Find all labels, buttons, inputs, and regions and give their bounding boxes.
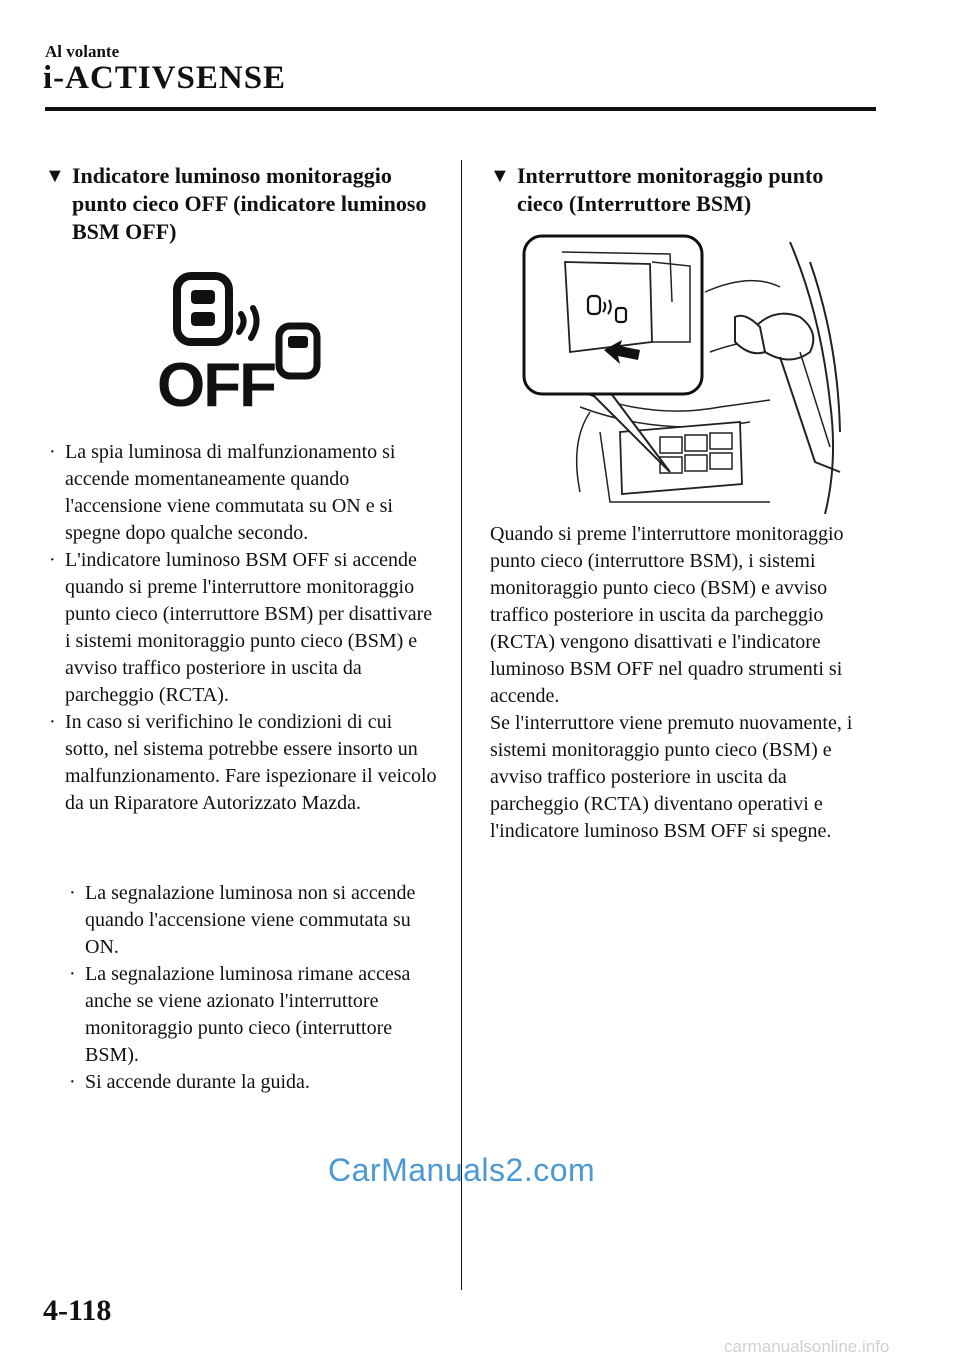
sub-list-item-text: La segnalazione luminosa non si accende quando l'accensione viene commutata su ON.	[85, 882, 416, 958]
sub-list-item-text: Si accende durante la guida.	[85, 1071, 310, 1093]
list-item-text: L'indicatore luminoso BSM OFF si accende quando si preme l'interruttore monitoraggio punto cieco (interruttore BSM) per disattivare i sistemi monitoraggio punto cieco (BSM) e avviso traffico posteriore in uscita da parcheggio (RCTA).	[65, 549, 433, 706]
right-section-heading	[490, 162, 870, 218]
bullet-dot-icon: ·	[69, 1071, 76, 1093]
bsm-switch-illustration	[520, 232, 842, 514]
list-item	[45, 439, 440, 547]
section-kicker: Al volante	[45, 42, 120, 61]
sub-list-item-text: La segnalazione luminosa rimane accesa anche se viene azionato l'interruttore monitoraggio punto cieco (interruttore BSM).	[85, 963, 411, 1066]
bullet-dot-icon: ·	[49, 549, 56, 571]
header-rule	[45, 107, 876, 111]
dashboard-switch-drawing	[520, 232, 842, 514]
right-heading-text: Interruttore monitoraggio punto cieco (Interruttore BSM)	[517, 163, 824, 216]
section-title: i-ACTIVSENSE	[43, 60, 287, 96]
sub-list-item	[65, 961, 440, 1069]
page-number: 4-118	[43, 1294, 112, 1327]
sub-list-item	[65, 880, 440, 961]
bullet-dot-icon: ·	[49, 711, 56, 733]
list-item-text: In caso si verifichino le condizioni di cui sotto, nel sistema potrebbe essere insorto un malfunzionamento. Fare ispezionare il veicolo da un Riparatore Autorizzato Mazda.	[65, 711, 437, 814]
bullet-dot-icon: ·	[49, 441, 56, 463]
triangle-marker-icon: ▼	[45, 165, 65, 187]
column-divider	[461, 160, 462, 1290]
left-bullet-list	[45, 439, 440, 817]
triangle-marker-icon: ▼	[490, 165, 510, 187]
bullet-dot-icon: ·	[69, 882, 76, 904]
bsm-off-icon-text: OFF	[157, 351, 275, 410]
watermark-text: CarManuals2.com	[328, 1152, 596, 1188]
left-section-heading	[45, 162, 445, 246]
right-paragraph-1: Quando si preme l'interruttore monitoraggio punto cieco (interruttore BSM), i sistemi monitoraggio punto cieco (BSM) e avviso traffico posteriore in uscita da parcheggio (RCTA) vengono disattivati e l'indicatore luminoso BSM OFF nel quadro strumenti si accende.	[490, 523, 844, 707]
bsm-off-symbol	[155, 270, 330, 410]
bullet-dot-icon: ·	[69, 963, 76, 985]
list-item-text: La spia luminosa di malfunzionamento si accende momentaneamente quando l'accensione viene commutata su ON e si spegne dopo qualche secondo.	[65, 441, 396, 544]
sub-bullet-list	[65, 880, 440, 1096]
left-heading-text: Indicatore luminoso monitoraggio punto cieco OFF (indicatore luminoso BSM OFF)	[72, 163, 427, 244]
sub-list-item	[65, 1069, 440, 1096]
bsm-off-indicator-icon	[155, 270, 330, 410]
list-item	[45, 709, 440, 817]
right-paragraph-2: Se l'interruttore viene premuto nuovamente, i sistemi monitoraggio punto cieco (BSM) e avviso traffico posteriore in uscita da parcheggio (RCTA) diventano operativi e l'indicatore luminoso BSM OFF si spegne.	[490, 712, 853, 842]
footer-site-text: carmanualsonline.info	[724, 1337, 890, 1356]
list-item	[45, 547, 440, 709]
